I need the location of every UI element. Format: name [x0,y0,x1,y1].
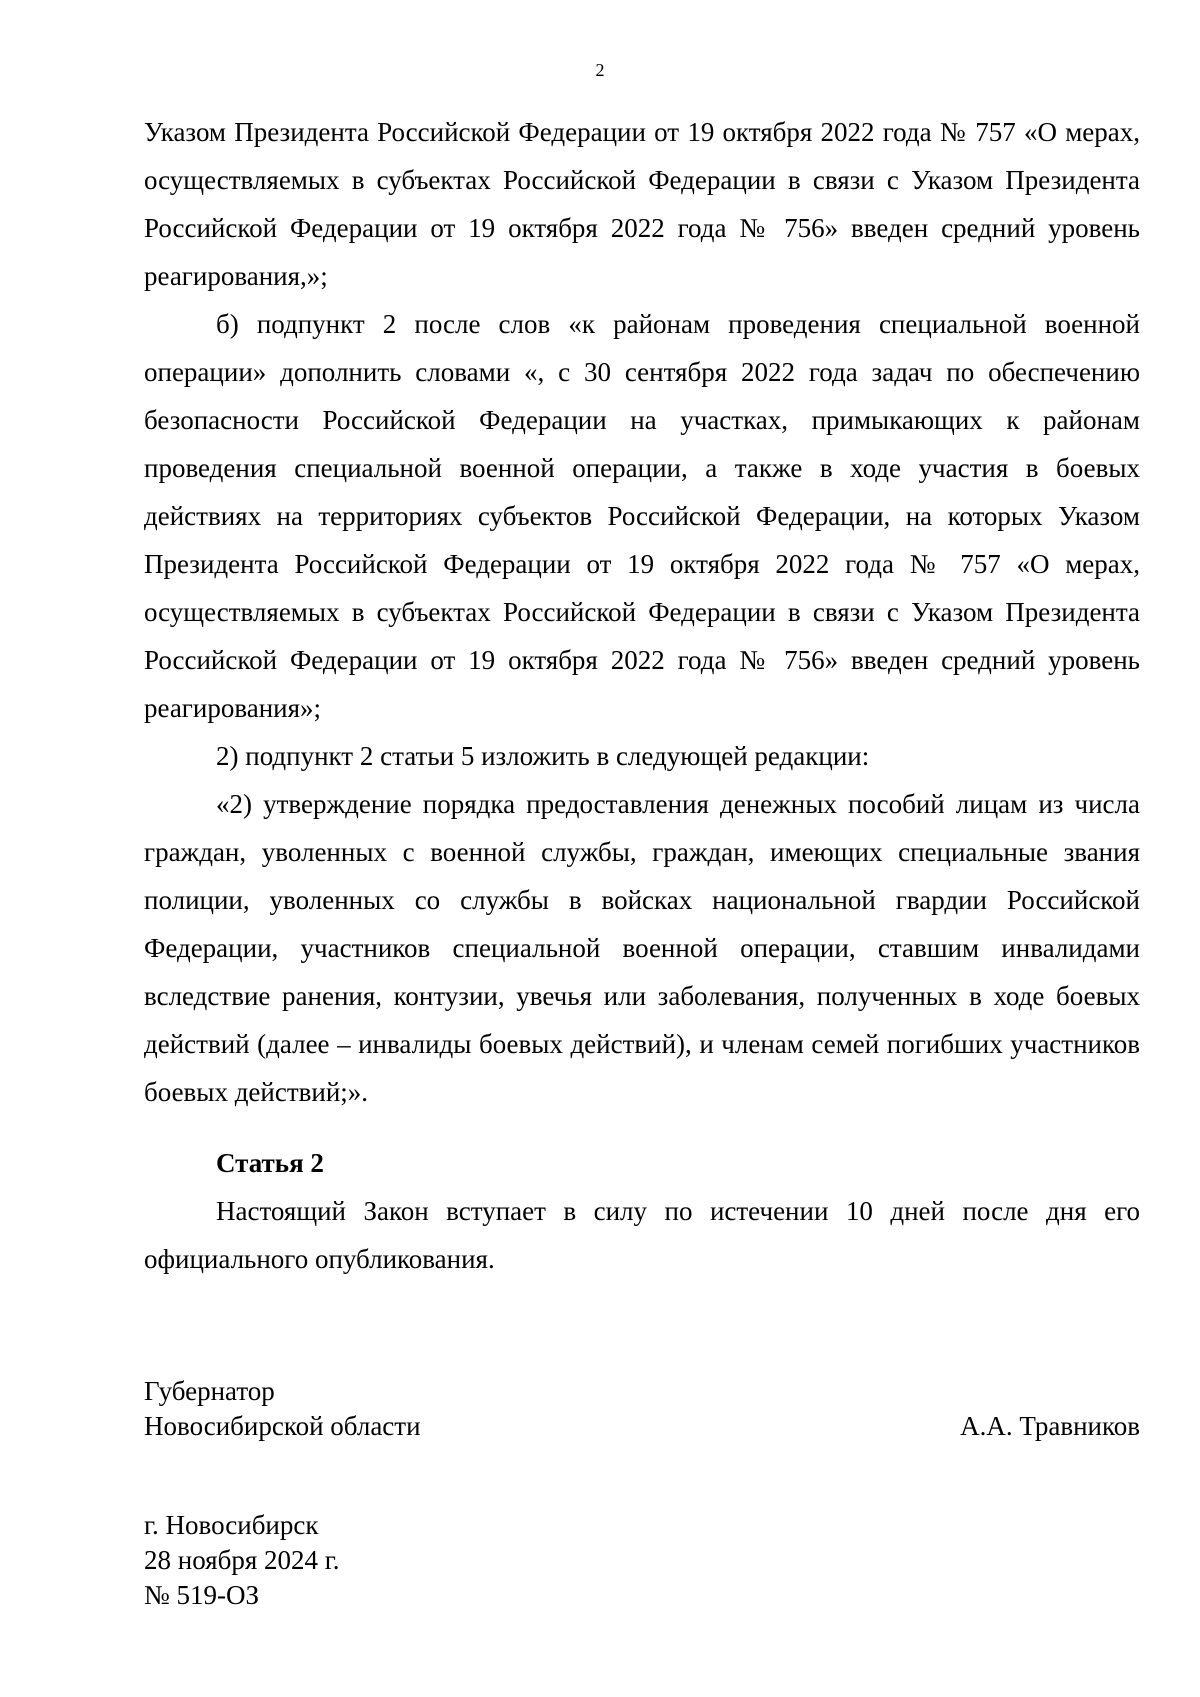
place-date-block [144,1508,340,1613]
date: 28 ноября 2024 г. [144,1545,340,1575]
paragraph-subitem-b: б) подпункт 2 после слов «к районам проведения специальной военной операции» дополнить словами «, с 30 сентября 2022 года задач по обеспечению безопасности Российской Федерации на участках, примыкающих к районам проведения специальной военной операции, а также в ходе участия в боевых действиях на территориях субъектов Российской Федерации, на которых Указом Президента Российской Федерации от 19 октября 2022 года № 757 «О мерах, осуществляемых в субъектах Российской Федерации в связи с Указом Президента Российской Федерации от 19 октября 2022 года № 756» введен средний уровень реагирования»; [144,309,1140,723]
document-body [144,108,1140,1283]
page-number: 2 [595,60,605,80]
signature-block [144,1374,1140,1444]
position-line-2: Новосибирской области [144,1411,421,1441]
signatory-position [144,1374,421,1444]
city: г. Новосибирск [144,1510,319,1540]
paragraph-continuation: Указом Президента Российской Федерации от 19 октября 2022 года № 757 «О мерах, осуществляемых в субъектах Российской Федерации в связи с Указом Президента Российской Федерации от 19 октября 2022 года № 756» введен средний уровень реагирования,»; [144,117,1140,291]
paragraph-item-2: 2) подпункт 2 статьи 5 изложить в следующей редакции: [216,741,870,771]
law-number: № 519-ОЗ [144,1580,260,1610]
article-text: Настоящий Закон вступает в силу по истечении 10 дней после дня его официального опубликования. [144,1196,1140,1274]
signatory-name: А.А. Травников [960,1411,1140,1441]
position-line-1: Губернатор [144,1376,275,1406]
paragraph-new-wording: «2) утверждение порядка предоставления денежных пособий лицам из числа граждан, уволенных с военной службы, граждан, имеющих специальные звания полиции, уволенных со службы в войсках национальной гвардии Российской Федерации, участников специальной военной операции, ставшим инвалидами вследствие ранения, контузии, увечья или заболевания, полученных в ходе боевых действий (далее – инвалиды боевых действий), и членам семей погибших участников боевых действий;». [144,789,1140,1107]
article-heading: Статья 2 [216,1148,324,1178]
